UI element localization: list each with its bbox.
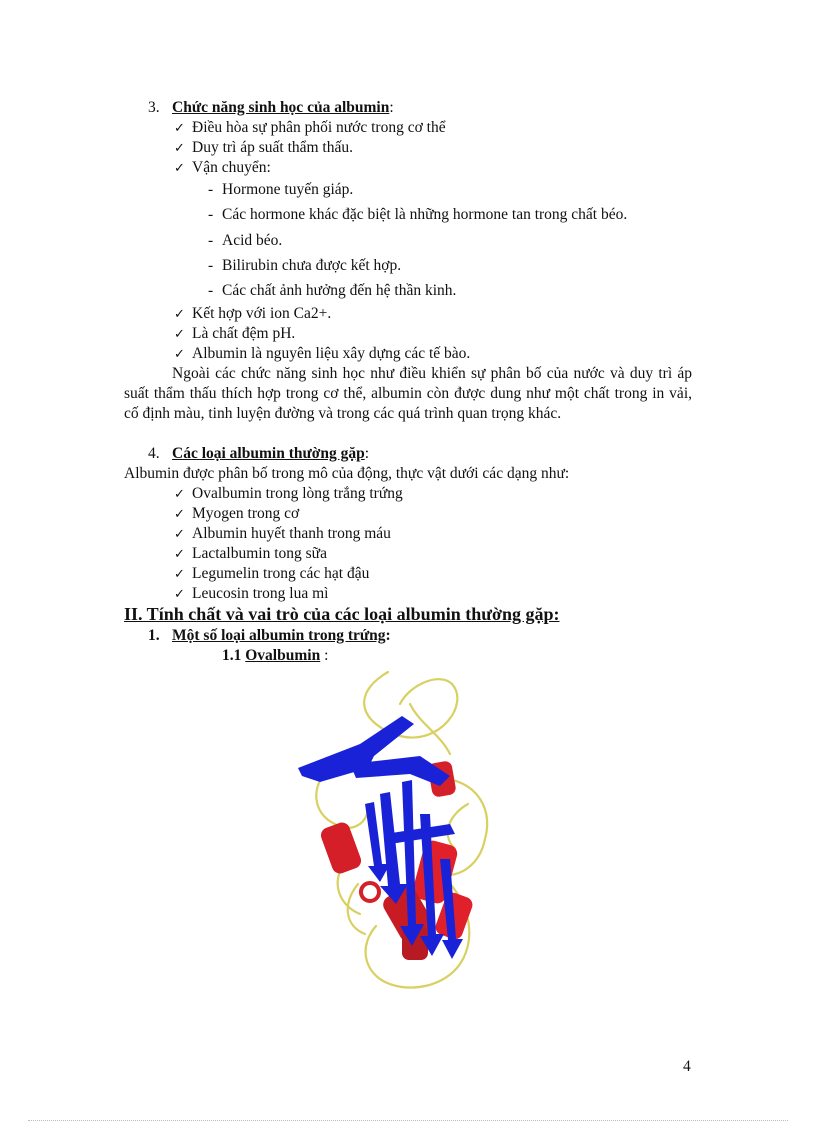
transport-item-text: Các chất ảnh hưởng đến hệ thần kinh. xyxy=(222,282,457,299)
list-item-text: Vận chuyển: xyxy=(192,159,271,176)
list-item-text: Kết hợp với ion Ca2+. xyxy=(192,305,332,322)
list-item xyxy=(174,344,470,365)
list-item xyxy=(174,524,391,545)
list-item xyxy=(174,584,328,605)
section-4-number: 4. xyxy=(148,445,160,462)
list-item-text: Duy trì áp suất thẩm thấu. xyxy=(192,139,353,156)
page-bottom-divider xyxy=(28,1120,788,1121)
transport-item xyxy=(208,231,282,251)
list-item-text: Legumelin trong các hạt đậu xyxy=(192,565,370,582)
check-icon: ✓ xyxy=(174,307,185,322)
list-item xyxy=(174,324,295,345)
transport-item xyxy=(208,205,627,225)
section-3-title: Chức năng sinh học của albumin xyxy=(172,99,390,116)
check-icon: ✓ xyxy=(174,507,185,522)
ovalbumin-structure-image xyxy=(290,664,510,994)
list-item xyxy=(174,484,403,505)
check-icon: ✓ xyxy=(174,527,185,542)
check-icon: ✓ xyxy=(174,347,185,362)
transport-item-text: Các hormone khác đặc biệt là những hormone tan trong chất béo. xyxy=(222,206,628,223)
section-3-number: 3. xyxy=(148,99,160,116)
subsection-1-number: 1. xyxy=(148,627,160,644)
body-paragraph: Ngoài các chức năng sinh học như điều khiển sự phân bố của nước và duy trì áp suất thẩm thấu thích hợp trong cơ thể, albumin còn được dung như một chất trong in vải, cố định màu, tinh luyện đường và trong các quá trình quan trọng khác. xyxy=(124,365,692,422)
subsection-1-1-heading xyxy=(222,646,328,666)
dash-bullet: - xyxy=(208,206,214,223)
check-icon: ✓ xyxy=(174,327,185,342)
subsection-1-1-suffix: : xyxy=(324,647,329,664)
page-number: 4 xyxy=(683,1058,691,1075)
section-4-title: Các loại albumin thường gặp xyxy=(172,445,365,462)
section-II-heading: II. Tính chất và vai trò của các loại albumin thường gặp: xyxy=(124,604,560,624)
transport-item-text: Acid béo. xyxy=(222,232,283,249)
list-item xyxy=(174,544,327,565)
subsection-1-suffix: : xyxy=(385,627,391,644)
dash-bullet: - xyxy=(208,257,214,274)
transport-item-text: Hormone tuyến giáp. xyxy=(222,181,354,198)
list-item xyxy=(174,564,369,585)
list-item-text: Là chất đệm pH. xyxy=(192,325,296,342)
dash-bullet: - xyxy=(208,181,214,198)
list-item xyxy=(174,138,353,159)
subsection-1-1-number: 1.1 xyxy=(222,647,242,664)
transport-item xyxy=(208,281,456,301)
list-item xyxy=(174,118,446,139)
section-4-suffix: : xyxy=(364,445,370,462)
subsection-1-1-title: Ovalbumin xyxy=(245,647,321,664)
transport-item xyxy=(208,256,401,276)
section-4-heading xyxy=(148,444,369,464)
check-icon: ✓ xyxy=(174,587,185,602)
list-item-text: Albumin huyết thanh trong máu xyxy=(192,525,391,542)
transport-item xyxy=(208,180,353,200)
dash-bullet: - xyxy=(208,282,214,299)
check-icon: ✓ xyxy=(174,121,185,136)
list-item-text: Ovalbumin trong lòng trắng trứng xyxy=(192,485,403,502)
section-3-heading xyxy=(148,98,394,118)
list-item-text: Myogen trong cơ xyxy=(192,505,300,522)
check-icon: ✓ xyxy=(174,547,185,562)
list-item-text: Điều hòa sự phân phối nước trong cơ thể xyxy=(192,119,446,136)
check-icon: ✓ xyxy=(174,161,185,176)
check-icon: ✓ xyxy=(174,567,185,582)
list-item xyxy=(174,504,299,525)
list-item xyxy=(174,304,331,325)
subsection-1-heading xyxy=(148,626,391,646)
section-4-intro: Albumin được phân bố trong mô của động, thực vật dưới các dạng như: xyxy=(124,465,570,482)
list-item xyxy=(174,158,271,179)
check-icon: ✓ xyxy=(174,141,185,156)
check-icon: ✓ xyxy=(174,487,185,502)
list-item-text: Albumin là nguyên liệu xây dựng các tế bào. xyxy=(192,345,471,362)
list-item-text: Lactalbumin tong sữa xyxy=(192,545,327,562)
subsection-1-title: Một số loại albumin trong trứng xyxy=(172,627,386,644)
list-item-text: Leucosin trong lua mì xyxy=(192,585,329,602)
dash-bullet: - xyxy=(208,232,214,249)
transport-item-text: Bilirubin chưa được kết hợp. xyxy=(222,257,402,274)
section-3-suffix: : xyxy=(389,99,394,116)
